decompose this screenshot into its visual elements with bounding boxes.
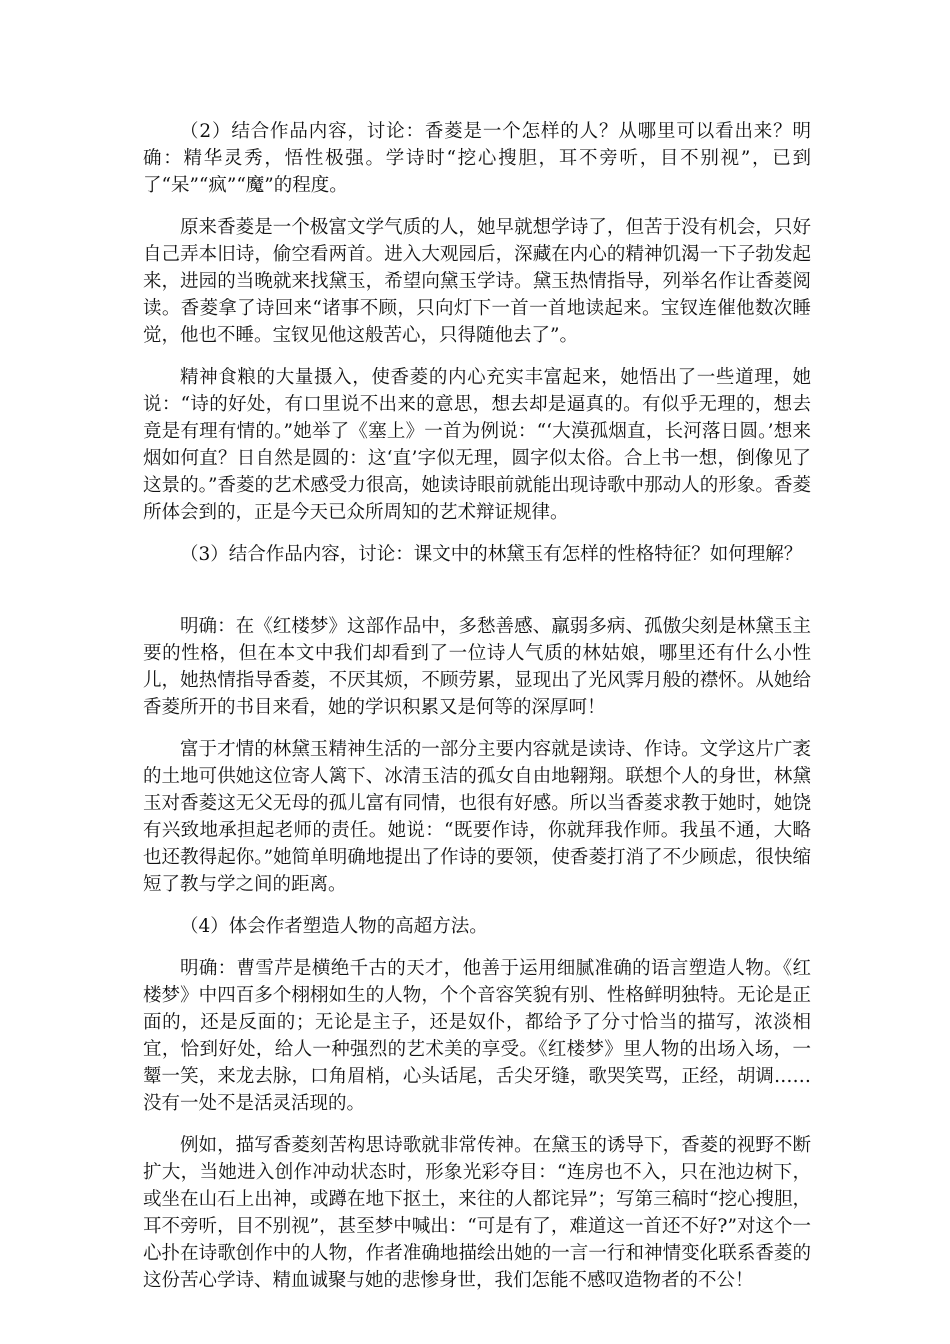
paragraph-xiangling-insight: 精神食粮的大量摄入，使香菱的内心充实丰富起来，她悟出了一些道理，她说：“诗的好处，有口里说不出来的意思，想去却是逼真的。有似乎无理的，想去竟是有理有情的。”她举了《塞上》一首为例说：“‘大漠孤烟直，长河落日圆。’想来烟如何直？日自然是圆的：这‘直’字似无理，圆字似太俗。合上书一想，倒像见了这景的。”香菱的艺术感受力很高，她读诗眼前就能出现诗歌中那动人的形象。香菱所体会到的，正是今天已众所周知的艺术辩证规律。 xyxy=(143,367,811,523)
paragraph-example: 例如，描写香菱刻苦构思诗歌就非常传神。在黛玉的诱导下，香菱的视野不断扩大，当她进入创作冲动状态时，形象光彩夺目：“连房也不入，只在池边树下，或坐在山石上出神，或蹲在地下抠土，来往的人都诧异”；写第三稿时“挖心搜胆，耳不旁听，目不别视”，甚至梦中喊出：“可是有了，难道这一首还不好?”对这个一心扑在诗歌创作中的人物，作者准确地描绘出她的一言一行和神情变化联系香菱的这份苦心学诗、精血诚聚与她的悲惨身世，我们怎能不感叹造物者的不公！ xyxy=(143,1135,811,1291)
document-page xyxy=(143,118,811,1294)
paragraph-question-3: （3）结合作品内容，讨论：课文中的林黛玉有怎样的性格特征？如何理解？ xyxy=(180,544,803,565)
paragraph-xiangling-background: 原来香菱是一个极富文学气质的人，她早就想学诗了，但苦于没有机会，只好自己弄本旧诗，偷空看两首。进入大观园后，深藏在内心的精神饥渴一下子勃发起来，进园的当晚就来找黛玉，希望向黛玉学诗。黛玉热情指导，列举名作让香菱阅读。香菱拿了诗回来“诸事不顾，只向灯下一首一首地读起来。宝钗连催他数次睡觉，他也不睡。宝钗见他这般苦心，只得随他去了”。 xyxy=(143,217,811,346)
paragraph-daiyu-poetry: 富于才情的林黛玉精神生活的一部分主要内容就是读诗、作诗。文学这片广袤的土地可供她这位寄人篱下、冰清玉洁的孤女自由地翱翔。联想个人的身世，林黛玉对香菱这无父无母的孤儿富有同情，也很有好感。所以当香菱求教于她时，她饶有兴致地承担起老师的责任。她说：“既要作诗，你就拜我作师。我虽不通，大略也还教得起你。”她简单明确地提出了作诗的要领，使香菱打消了不少顾虑，很快缩短了教与学之间的距离。 xyxy=(143,739,811,895)
paragraph-daiyu-character: 明确：在《红楼梦》这部作品中，多愁善感、羸弱多病、孤傲尖刻是林黛玉主要的性格，但在本文中我们却看到了一位诗人气质的林姑娘，哪里还有什么小性儿，她热情指导香菱，不厌其烦，不顾劳累，显现出了光风霁月般的襟怀。从她给香菱所开的书目来看，她的学识积累又是何等的深厚呵！ xyxy=(143,616,811,718)
paragraph-question-4: （4）体会作者塑造人物的高超方法。 xyxy=(180,916,488,937)
paragraph-question-2: （2）结合作品内容，讨论：香菱是一个怎样的人？从哪里可以看出来？明确：精华灵秀，悟性极强。学诗时“挖心搜胆，耳不旁听，目不别视”，已到了“呆”“疯”“魔”的程度。 xyxy=(143,121,811,196)
paragraph-author-method: 明确：曹雪芹是横绝千古的天才，他善于运用细腻准确的语言塑造人物。《红楼梦》中四百多个栩栩如生的人物，个个音容笑貌有别、性格鲜明独特。无论是正面的，还是反面的；无论是主子，还是奴仆，都给予了分寸恰当的描写，浓淡相宜，恰到好处，给人一种强烈的艺术美的享受。《红楼梦》里人物的出场入场，一颦一笑，来龙去脉，口角眉梢，心头话尾，舌尖牙缝，歌哭笑骂，正经，胡调……没有一处不是活灵活现的。 xyxy=(143,958,811,1114)
